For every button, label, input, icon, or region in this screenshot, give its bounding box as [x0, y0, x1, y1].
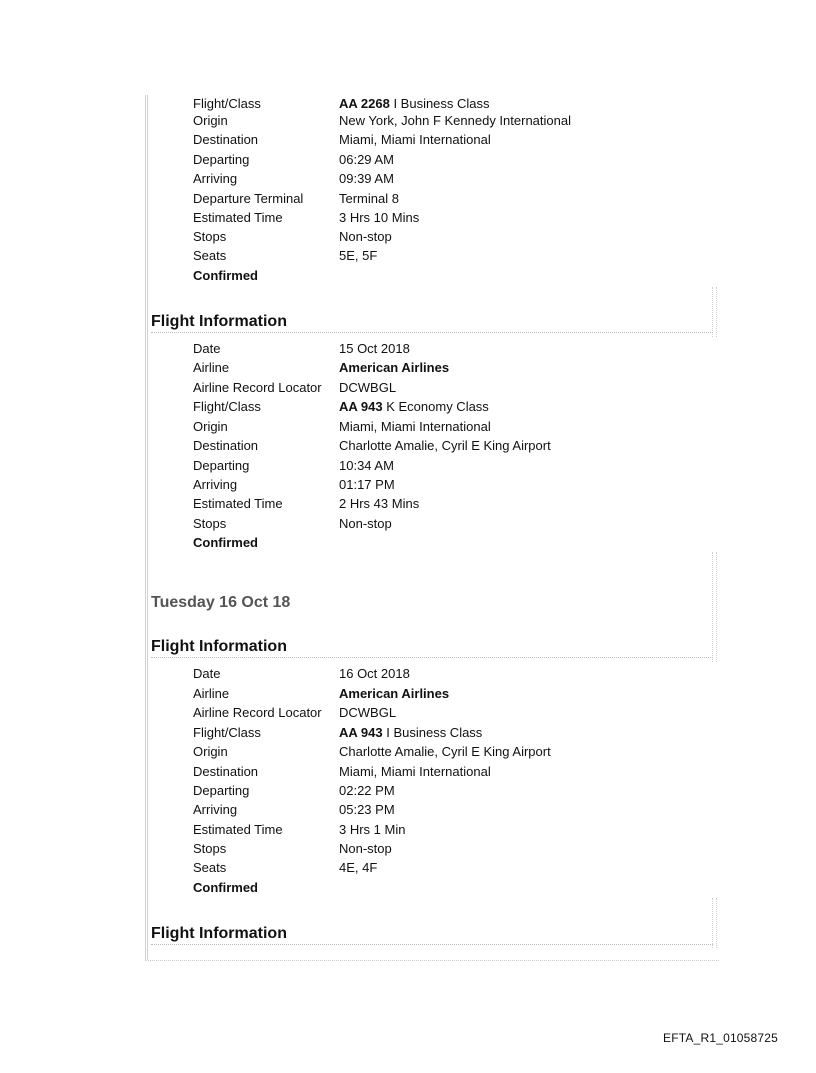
detail-label: Departing: [193, 458, 250, 473]
detail-label: Estimated Time: [193, 210, 283, 225]
detail-value: 15 Oct 2018: [339, 341, 410, 356]
detail-label: Departure Terminal: [193, 191, 304, 206]
detail-value: 02:22 PM: [339, 783, 395, 798]
detail-value: 3 Hrs 1 Min: [339, 822, 406, 837]
flight-number: AA 943: [339, 725, 383, 740]
detail-label: Estimated Time: [193, 822, 283, 837]
detail-label: Origin: [193, 113, 228, 128]
detail-label: Seats: [193, 248, 227, 263]
detail-label: Origin: [193, 744, 228, 759]
day-heading: Tuesday 16 Oct 18: [151, 594, 291, 611]
flight-number: AA 2268: [339, 96, 390, 111]
detail-value: Miami, Miami International: [339, 419, 491, 434]
detail-value: [339, 399, 489, 415]
airline-name: American Airlines: [339, 360, 450, 375]
status-confirmed: Confirmed: [193, 268, 258, 283]
status-confirmed: Confirmed: [193, 535, 258, 550]
detail-label: Destination: [193, 132, 259, 147]
detail-value: [339, 96, 490, 112]
detail-value: 16 Oct 2018: [339, 666, 410, 681]
detail-label: Stops: [193, 229, 227, 244]
detail-label: Arriving: [193, 802, 238, 817]
detail-label: Estimated Time: [193, 496, 283, 511]
detail-value: 2 Hrs 43 Mins: [339, 496, 420, 511]
record-locator: DCWBGL: [339, 705, 397, 720]
detail-value: Charlotte Amalie, Cyril E King Airport: [339, 438, 551, 453]
detail-value: [339, 725, 482, 741]
detail-label: Stops: [193, 841, 227, 856]
detail-value: Non-stop: [339, 841, 392, 856]
flight-class: I Business Class: [389, 96, 490, 111]
detail-label: Airline Record Locator: [193, 705, 322, 720]
detail-value: 01:17 PM: [339, 477, 395, 492]
airline-name: American Airlines: [339, 686, 450, 701]
flight-number: AA 943: [339, 399, 383, 414]
detail-label: Airline: [193, 360, 230, 375]
status-confirmed: Confirmed: [193, 880, 258, 895]
detail-label: Stops: [193, 516, 227, 531]
detail-label: Departing: [193, 783, 250, 798]
detail-label: Origin: [193, 419, 228, 434]
detail-value: 5E, 5F: [339, 248, 378, 263]
detail-label: Flight/Class: [193, 725, 261, 740]
detail-value: Non-stop: [339, 229, 392, 244]
detail-value: New York, John F Kennedy International: [339, 113, 571, 128]
detail-label: Date: [193, 666, 221, 681]
record-locator: DCWBGL: [339, 380, 397, 395]
detail-value: 3 Hrs 10 Mins: [339, 210, 420, 225]
detail-label: Departing: [193, 152, 250, 167]
detail-value: 10:34 AM: [339, 458, 394, 473]
detail-value: 05:23 PM: [339, 802, 395, 817]
detail-label: Destination: [193, 764, 259, 779]
detail-label: Arriving: [193, 477, 238, 492]
detail-value: Terminal 8: [339, 191, 399, 206]
detail-label: Flight/Class: [193, 96, 261, 111]
detail-label: Arriving: [193, 171, 238, 186]
section-heading: Flight Information: [151, 924, 713, 945]
detail-value: Miami, Miami International: [339, 764, 491, 779]
detail-value: Charlotte Amalie, Cyril E King Airport: [339, 744, 551, 759]
detail-label: Flight/Class: [193, 399, 261, 414]
flight-class: K Economy Class: [382, 399, 489, 414]
detail-label: Date: [193, 341, 221, 356]
detail-value: 4E, 4F: [339, 860, 378, 875]
detail-value: 09:39 AM: [339, 171, 394, 186]
section-heading: Flight Information: [151, 637, 713, 658]
detail-label: Airline Record Locator: [193, 380, 322, 395]
detail-label: Airline: [193, 686, 230, 701]
document-id: EFTA_R1_01058725: [663, 1031, 779, 1045]
detail-label: Seats: [193, 860, 227, 875]
section-heading: Flight Information: [151, 312, 713, 333]
detail-value: 06:29 AM: [339, 152, 394, 167]
detail-value: Miami, Miami International: [339, 132, 491, 147]
detail-value: Non-stop: [339, 516, 392, 531]
flight-class: I Business Class: [382, 725, 483, 740]
detail-label: Destination: [193, 438, 259, 453]
